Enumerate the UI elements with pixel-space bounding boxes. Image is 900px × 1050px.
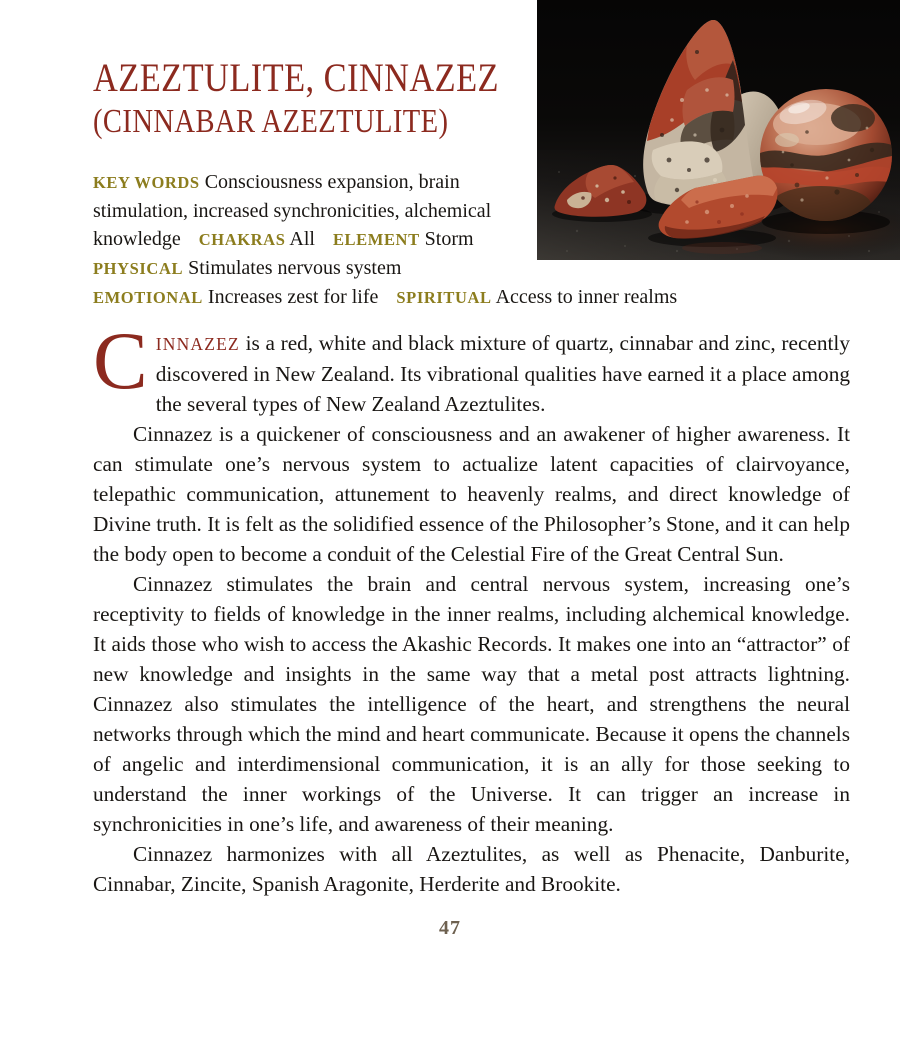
- property-label-key-words: KEY WORDS: [93, 173, 200, 192]
- paragraph-2: Cinnazez is a quickener of consciousness and an awakener of higher awareness. It can stimulate one’s nervous system to actualize latent capacities of clairvoyance, telepathic communication, attunement to heavenly realms, and direct knowledge of Divine truth. It is felt as the solidified essence of the Philosopher’s Stone, and it can help the body open to become a conduit of the Celestial Fire of the Great Central Sun.: [93, 422, 850, 566]
- property-value-chakras: All: [289, 228, 315, 250]
- property-value-emotional: Increases zest for life: [207, 286, 379, 308]
- cinnazez-stones-photo: [537, 0, 900, 260]
- page-title: [93, 54, 553, 142]
- property-label-spiritual: SPIRITUAL: [396, 288, 492, 307]
- property-label-physical: PHYSICAL: [93, 259, 184, 278]
- article-body: [93, 315, 850, 899]
- stones-illustration: [537, 0, 900, 260]
- paragraph-1: [93, 315, 850, 419]
- page-number: 47: [439, 917, 461, 939]
- property-value-physical: Stimulates nervous system: [188, 257, 402, 279]
- lead-word-smallcaps: INNAZEZ: [155, 334, 240, 354]
- title-line-1: AZEZTULITE, CINNAZEZ: [93, 55, 500, 100]
- title-line-2: (CINNABAR AZEZTULITE): [93, 103, 449, 140]
- property-label-emotional: EMOTIONAL: [93, 288, 203, 307]
- paragraph-1-text: is a red, white and black mixture of quartz, cinnabar and zinc, recently discovered in New Zealand. Its vibrational qualities have earned it a place among the several types of New Zealand Azeztulites.: [155, 331, 850, 416]
- property-value-element: Storm: [424, 228, 474, 250]
- drop-cap: C: [93, 315, 148, 406]
- property-label-chakras: CHAKRAS: [198, 230, 286, 249]
- property-value-key-words: Consciousness expansion, brain stimulation, increased synchronicities, alchemical knowledge: [93, 171, 492, 250]
- paragraph-4: Cinnazez harmonizes with all Azeztulites, as well as Phenacite, Danburite, Cinnabar, Zincite, Spanish Aragonite, Herderite and Brookite.: [93, 842, 850, 896]
- property-label-element: ELEMENT: [332, 230, 420, 249]
- paragraph-3: Cinnazez stimulates the brain and central nervous system, increasing one’s receptivity to fields of knowledge in the inner realms, including alchemical knowledge. It aids those who wish to access the Akashic Records. It makes one into an “attractor” of new knowledge and insights in the same way that a metal post attracts lightning. Cinnazez also stimulates the intelligence of the heart, and strengthens the neural networks through which the mind and heart communicate. Because it opens the channels of angelic and interdimensional communication, it is an ally for those seeking to understand the inner workings of the Universe. It can trigger an increase in synchronicities in one’s life, and awareness of their meaning.: [93, 572, 850, 836]
- property-value-spiritual: Access to inner realms: [495, 286, 678, 308]
